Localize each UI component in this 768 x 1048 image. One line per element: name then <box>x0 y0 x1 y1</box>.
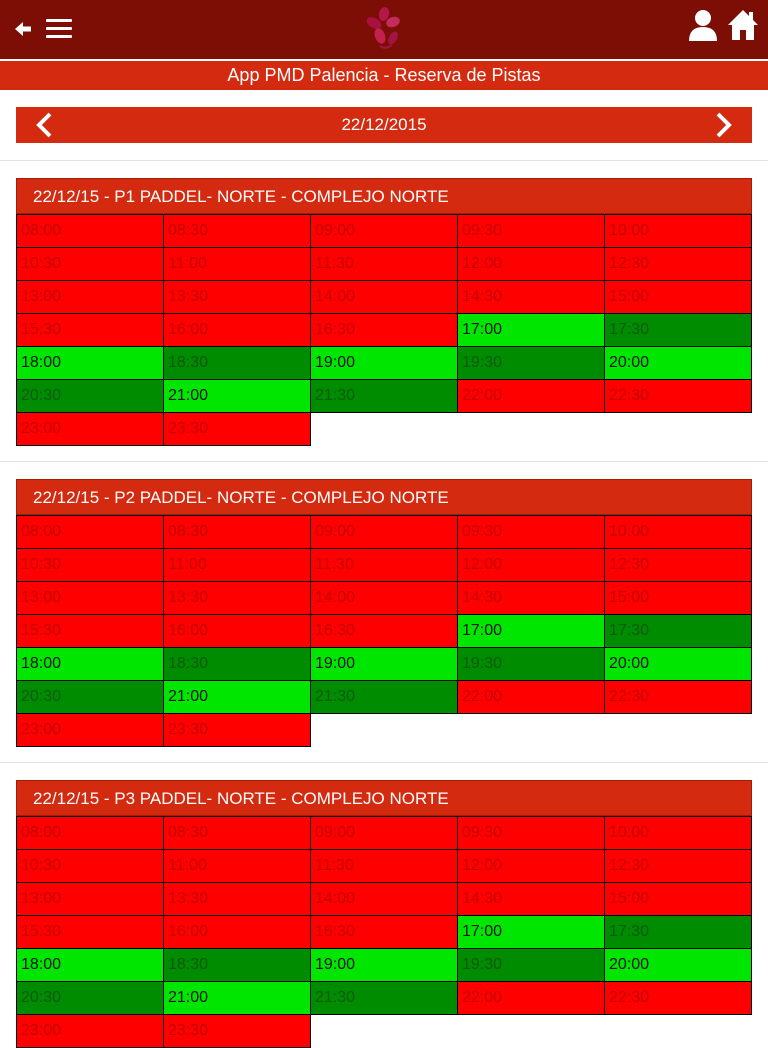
time-slot-occupied[interactable]: 14:30 <box>458 281 605 314</box>
time-slot-blocked[interactable]: 19:30 <box>458 949 605 982</box>
time-slot-blocked[interactable]: 20:30 <box>17 380 164 413</box>
time-slot-free[interactable]: 19:00 <box>311 347 458 380</box>
chevron-left-icon[interactable] <box>32 111 58 139</box>
time-slot-occupied[interactable]: 10:30 <box>17 549 164 582</box>
time-slot-blocked[interactable]: 19:30 <box>458 347 605 380</box>
time-slot-blocked[interactable]: 19:30 <box>458 648 605 681</box>
time-slot-occupied[interactable]: 22:30 <box>605 982 752 1015</box>
time-slot-occupied[interactable]: 23:00 <box>17 1015 164 1048</box>
time-slot-occupied[interactable]: 15:00 <box>605 582 752 615</box>
time-slot-occupied[interactable]: 11:30 <box>311 549 458 582</box>
time-slot-occupied[interactable]: 15:00 <box>605 281 752 314</box>
time-slot-occupied[interactable]: 13:00 <box>17 582 164 615</box>
time-slot-blocked[interactable]: 17:30 <box>605 916 752 949</box>
time-slot-free[interactable]: 17:00 <box>458 314 605 347</box>
time-slot-free[interactable]: 17:00 <box>458 615 605 648</box>
time-slot-blocked[interactable]: 21:30 <box>311 681 458 714</box>
time-slot-blocked[interactable]: 17:30 <box>605 314 752 347</box>
time-slot-occupied[interactable]: 22:00 <box>458 380 605 413</box>
time-slot-occupied[interactable]: 09:00 <box>311 817 458 850</box>
time-slot-occupied[interactable]: 16:30 <box>311 314 458 347</box>
time-slot-free[interactable]: 20:00 <box>605 347 752 380</box>
time-slot-occupied[interactable]: 08:00 <box>17 817 164 850</box>
time-slot-occupied[interactable]: 11:00 <box>164 549 311 582</box>
slot-grid <box>16 214 752 446</box>
time-slot-occupied[interactable]: 12:30 <box>605 850 752 883</box>
time-slot-blocked[interactable]: 18:30 <box>164 347 311 380</box>
current-date: 22/12/2015 <box>341 115 427 134</box>
time-slot-occupied[interactable]: 14:00 <box>311 582 458 615</box>
time-slot-free[interactable]: 21:00 <box>164 982 311 1015</box>
time-slot-occupied[interactable]: 12:30 <box>605 248 752 281</box>
divider <box>0 160 768 161</box>
time-slot-occupied[interactable]: 22:30 <box>605 380 752 413</box>
time-slot-occupied[interactable]: 16:30 <box>311 615 458 648</box>
time-slot-occupied[interactable]: 11:30 <box>311 248 458 281</box>
time-slot-occupied[interactable]: 09:30 <box>458 817 605 850</box>
back-arrow-icon[interactable] <box>14 19 34 39</box>
time-slot-occupied[interactable]: 12:00 <box>458 549 605 582</box>
date-navigator <box>16 107 752 143</box>
time-slot-occupied[interactable]: 10:30 <box>17 850 164 883</box>
divider <box>0 461 768 462</box>
slot-grid <box>16 816 752 1048</box>
time-slot-occupied[interactable]: 22:30 <box>605 681 752 714</box>
time-slot-free[interactable]: 18:00 <box>17 949 164 982</box>
time-slot-occupied[interactable]: 16:00 <box>164 314 311 347</box>
time-slot-occupied[interactable]: 12:30 <box>605 549 752 582</box>
time-slot-occupied[interactable]: 11:00 <box>164 850 311 883</box>
time-slot-occupied[interactable]: 10:00 <box>605 215 752 248</box>
court-panel-p2 <box>16 479 752 747</box>
time-slot-occupied[interactable]: 13:30 <box>164 582 311 615</box>
time-slot-free[interactable]: 18:00 <box>17 347 164 380</box>
time-slot-occupied[interactable]: 23:00 <box>17 413 164 446</box>
time-slot-occupied[interactable]: 12:00 <box>458 248 605 281</box>
time-slot-free[interactable]: 18:00 <box>17 648 164 681</box>
time-slot-occupied[interactable]: 22:00 <box>458 681 605 714</box>
divider <box>0 762 768 763</box>
time-slot-occupied[interactable]: 08:30 <box>164 516 311 549</box>
time-slot-occupied[interactable]: 08:00 <box>17 215 164 248</box>
time-slot-free[interactable]: 20:00 <box>605 949 752 982</box>
time-slot-free[interactable]: 19:00 <box>311 648 458 681</box>
hamburger-menu-icon[interactable] <box>46 17 74 39</box>
time-slot-occupied[interactable]: 15:30 <box>17 615 164 648</box>
court-title: 22/12/15 - P2 PADDEL- NORTE - COMPLEJO NORTE <box>16 479 752 515</box>
time-slot-blocked[interactable]: 20:30 <box>17 982 164 1015</box>
time-slot-occupied[interactable]: 13:30 <box>164 883 311 916</box>
time-slot-free[interactable]: 21:00 <box>164 380 311 413</box>
time-slot-occupied[interactable]: 16:30 <box>311 916 458 949</box>
chevron-right-icon[interactable] <box>710 111 736 139</box>
time-slot-blocked[interactable]: 18:30 <box>164 949 311 982</box>
time-slot-free[interactable]: 19:00 <box>311 949 458 982</box>
time-slot-occupied[interactable]: 14:00 <box>311 883 458 916</box>
time-slot-free[interactable]: 17:00 <box>458 916 605 949</box>
time-slot-occupied[interactable]: 15:00 <box>605 883 752 916</box>
time-slot-occupied[interactable]: 09:30 <box>458 215 605 248</box>
time-slot-occupied[interactable]: 23:30 <box>164 714 311 747</box>
time-slot-occupied[interactable]: 13:00 <box>17 281 164 314</box>
time-slot-occupied[interactable]: 11:00 <box>164 248 311 281</box>
time-slot-occupied[interactable]: 12:00 <box>458 850 605 883</box>
time-slot-occupied[interactable]: 10:30 <box>17 248 164 281</box>
time-slot-occupied[interactable]: 11:30 <box>311 850 458 883</box>
time-slot-free[interactable]: 20:00 <box>605 648 752 681</box>
time-slot-occupied[interactable]: 09:30 <box>458 516 605 549</box>
user-icon[interactable] <box>687 8 719 42</box>
court-title: 22/12/15 - P3 PADDEL- NORTE - COMPLEJO NORTE <box>16 780 752 816</box>
time-slot-occupied[interactable]: 10:00 <box>605 817 752 850</box>
slot-grid <box>16 515 752 747</box>
time-slot-blocked[interactable]: 20:30 <box>17 681 164 714</box>
court-panel-p3 <box>16 780 752 1048</box>
time-slot-occupied[interactable]: 16:00 <box>164 615 311 648</box>
time-slot-occupied[interactable]: 13:00 <box>17 883 164 916</box>
home-icon[interactable] <box>727 8 759 42</box>
app-title: App PMD Palencia - Reserva de Pistas <box>0 61 768 90</box>
time-slot-occupied[interactable]: 10:00 <box>605 516 752 549</box>
time-slot-occupied[interactable]: 15:30 <box>17 314 164 347</box>
time-slot-blocked[interactable]: 21:30 <box>311 380 458 413</box>
time-slot-occupied[interactable]: 23:30 <box>164 1015 311 1048</box>
time-slot-occupied[interactable]: 08:00 <box>17 516 164 549</box>
court-panel-p1 <box>16 178 752 446</box>
time-slot-occupied[interactable]: 23:00 <box>17 714 164 747</box>
time-slot-occupied[interactable]: 09:00 <box>311 215 458 248</box>
time-slot-occupied[interactable]: 23:30 <box>164 413 311 446</box>
time-slot-occupied[interactable]: 09:00 <box>311 516 458 549</box>
time-slot-blocked[interactable]: 18:30 <box>164 648 311 681</box>
time-slot-occupied[interactable]: 08:30 <box>164 817 311 850</box>
court-title: 22/12/15 - P1 PADDEL- NORTE - COMPLEJO NORTE <box>16 178 752 214</box>
time-slot-occupied[interactable]: 13:30 <box>164 281 311 314</box>
time-slot-blocked[interactable]: 17:30 <box>605 615 752 648</box>
time-slot-occupied[interactable]: 14:30 <box>458 582 605 615</box>
time-slot-blocked[interactable]: 21:30 <box>311 982 458 1015</box>
time-slot-occupied[interactable]: 22:00 <box>458 982 605 1015</box>
time-slot-occupied[interactable]: 16:00 <box>164 916 311 949</box>
time-slot-occupied[interactable]: 14:00 <box>311 281 458 314</box>
time-slot-occupied[interactable]: 14:30 <box>458 883 605 916</box>
top-bar <box>0 0 768 59</box>
flower-logo-icon <box>360 5 406 53</box>
time-slot-occupied[interactable]: 08:30 <box>164 215 311 248</box>
time-slot-occupied[interactable]: 15:30 <box>17 916 164 949</box>
time-slot-free[interactable]: 21:00 <box>164 681 311 714</box>
